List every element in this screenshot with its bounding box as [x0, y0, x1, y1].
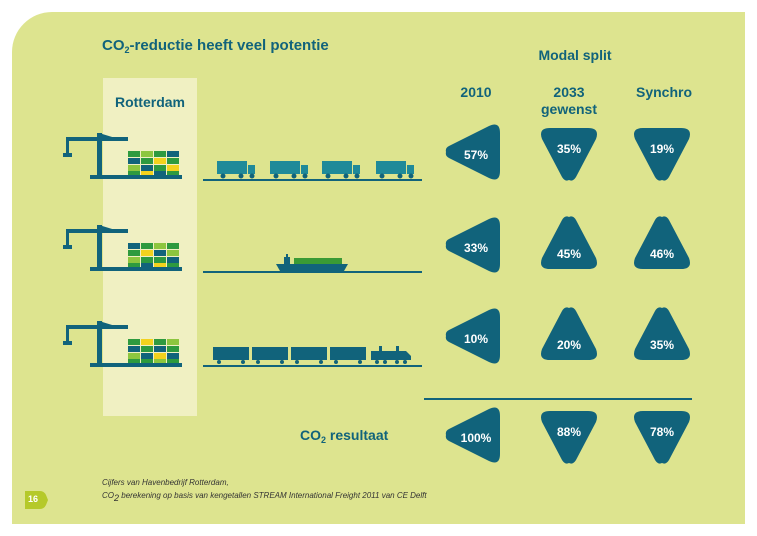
modal-split-value-2010: 10% [463, 332, 489, 346]
footnote-line-1: Cijfers van Havenbedrijf Rotterdam, [102, 478, 229, 487]
footnote-line-2: $CO_2$ berekening op basis van kengetallen STREAM International Freight 2011 van CE Delft [102, 491, 427, 503]
containers-icon [128, 151, 179, 175]
modal-split-value-2033: 45% [556, 247, 582, 261]
modal-split-value-synchro: 46% [649, 247, 675, 261]
ground-line [203, 179, 422, 181]
co2-result-value-2010: 100% [460, 431, 492, 445]
page-number: 16 [27, 494, 38, 504]
ground-line [203, 271, 422, 273]
result-divider [424, 398, 692, 400]
crane-icon [62, 315, 202, 371]
page-title: $CO_2$-reductie heeft veel potentie [102, 37, 329, 55]
co2-result-value-2033: 88% [556, 425, 582, 439]
triangle-up-icon [539, 215, 599, 275]
modal-split-value-2033: 35% [556, 142, 582, 156]
containers-icon [128, 243, 179, 267]
triangle-up-icon [539, 306, 599, 366]
train-icon [211, 344, 416, 366]
rotterdam-label: Rotterdam [114, 94, 185, 110]
modal-split-value-2010: 33% [463, 241, 489, 255]
co2-result-label: $CO_2$ resultaat [300, 427, 389, 445]
modal-split-value-synchro: 35% [649, 338, 675, 352]
modal-split-title: Modal split [538, 47, 612, 63]
barge-icon [274, 254, 352, 272]
column-header-2010: 2010 [460, 84, 492, 100]
containers-icon [128, 339, 179, 363]
locomotive-icon [371, 346, 411, 360]
crane-icon [62, 127, 202, 183]
column-header-synchro: Synchro [635, 84, 692, 100]
column-header-2033: 2033 gewenst [540, 84, 597, 117]
ground-line [203, 365, 422, 367]
modal-split-value-synchro: 19% [649, 142, 675, 156]
modal-split-value-2010: 57% [463, 148, 489, 162]
co2-result-value-synchro: 78% [649, 425, 675, 439]
triangle-up-icon [632, 306, 692, 366]
crane-icon [62, 219, 202, 275]
triangle-up-icon [632, 215, 692, 275]
modal-split-value-2033: 20% [556, 338, 582, 352]
